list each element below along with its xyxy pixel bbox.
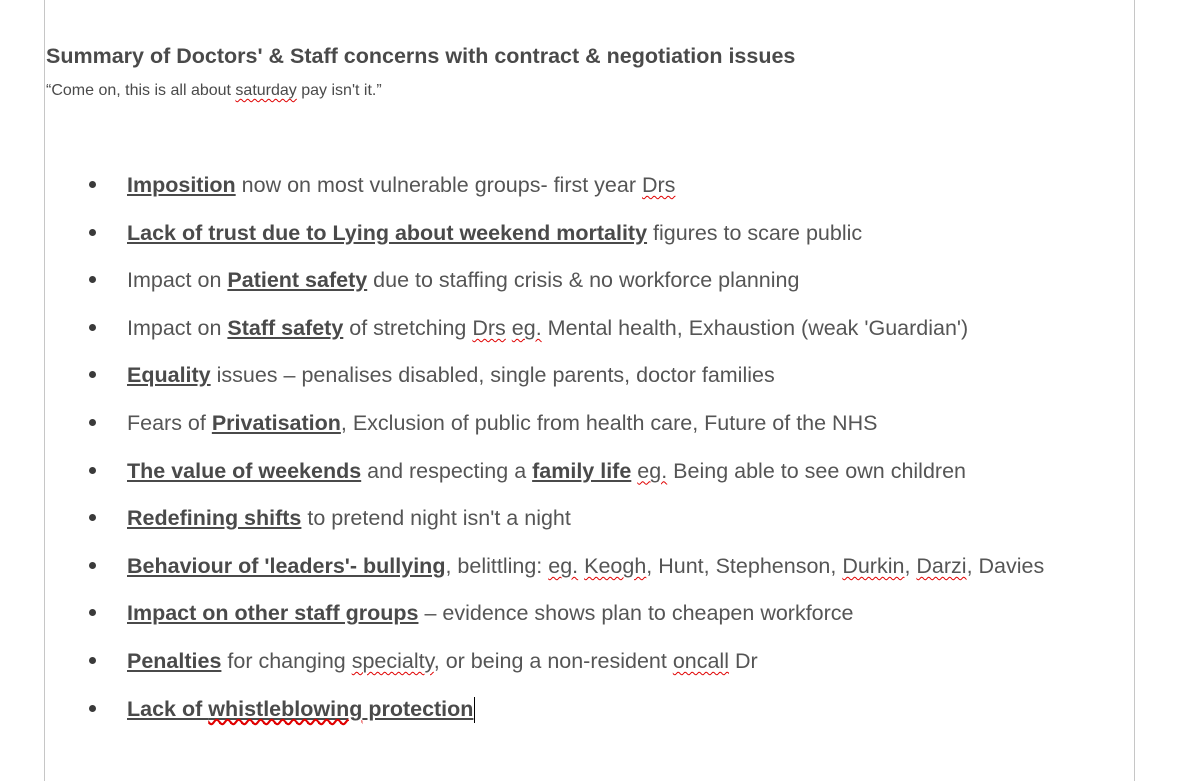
emphasis-text: Behaviour of 'leaders'- bullying (127, 553, 446, 578)
body-text: , Davies (966, 553, 1045, 578)
body-text: , (904, 553, 917, 578)
emphasis-text: Penalties (127, 648, 222, 673)
misspelled-word[interactable]: specialty (351, 648, 434, 673)
bullet-icon (89, 609, 96, 616)
bullet-text (127, 646, 758, 676)
emphasis-text: Imposition (127, 173, 236, 197)
emphasis-text: The value of weekends (127, 458, 362, 483)
bullet-text (127, 218, 862, 248)
subtitle-text: pay isn't it.” (296, 82, 382, 99)
body-text: Fears of (127, 410, 212, 435)
misspelled-word[interactable]: Drs (641, 173, 676, 197)
bullet-icon (89, 514, 96, 521)
bullet-icon (89, 562, 96, 569)
body-text: issues – penalises disabled, single parents, doctor families (210, 363, 775, 388)
text-cursor (474, 697, 475, 723)
bullet-text (127, 360, 775, 390)
bullet-icon (89, 419, 96, 426)
misspelled-word[interactable]: eg. (637, 458, 668, 483)
misspelled-word[interactable]: whistleblowing (208, 696, 363, 721)
body-text: due to staffing crisis & no workforce planning (367, 268, 800, 293)
body-text: of stretching (343, 315, 473, 340)
bullet-icon (89, 324, 96, 331)
bullet-icon (89, 229, 96, 236)
misspelled-word[interactable]: Drs (472, 315, 506, 340)
body-text: figures to scare public (647, 220, 863, 245)
body-text: Mental health, Exhaustion (weak 'Guardian') (541, 315, 969, 340)
subtitle-text: “Come on, this is all about (46, 82, 236, 99)
misspelled-word[interactable]: saturday (235, 82, 297, 99)
bullet-text (127, 170, 675, 200)
body-text: for changing (221, 648, 352, 673)
bullet-icon (89, 276, 96, 283)
body-text: Being able to see own children (667, 458, 966, 483)
emphasis-text: Privatisation (211, 410, 341, 435)
page-title: Summary of Doctors' & Staff concerns with contract & negotiation issues (46, 44, 796, 68)
emphasis-text: Patient safety (227, 268, 368, 293)
emphasis-text (127, 697, 473, 721)
bullet-text (127, 313, 968, 343)
body-text: Dr (729, 648, 758, 673)
body-text: , Exclusion of public from health care, Future of the NHS (340, 410, 878, 435)
misspelled-word[interactable]: eg. (548, 553, 579, 578)
body-text: – evidence shows plan to cheapen workforce (418, 601, 854, 626)
emphasis-text: Equality (127, 363, 211, 388)
bullet-text (127, 503, 571, 533)
emphasis-text: family life (532, 458, 632, 483)
body-text: and respecting a (361, 458, 533, 483)
bullet-icon (89, 705, 96, 712)
body-text: , Hunt, Stephenson, (646, 553, 843, 578)
body-text: Impact on (127, 315, 228, 340)
bullet-text (127, 694, 475, 724)
bullet-icon (89, 657, 96, 664)
emphasis-text: Redefining shifts (127, 506, 302, 531)
emphasis-text: Lack of trust due to Lying about weekend mortality (127, 220, 648, 245)
misspelled-word[interactable]: Keogh (584, 553, 647, 578)
misspelled-word[interactable]: eg. (511, 315, 542, 340)
emphasis-text-part: protection (362, 696, 474, 721)
bullet-icon (89, 371, 96, 378)
misspelled-word[interactable]: oncall (672, 648, 729, 673)
emphasis-text: Impact on other staff groups (127, 601, 419, 626)
emphasis-text-part: Lack of (127, 696, 209, 721)
bullet-text (127, 265, 799, 295)
body-text: now on most vulnerable groups- first year (235, 173, 642, 197)
body-text: to pretend night isn't a night (301, 506, 571, 531)
document-page[interactable] (44, 0, 1135, 781)
bullet-text (127, 598, 854, 628)
bullet-text (127, 456, 966, 486)
body-text: , belittling: (445, 553, 549, 578)
bullet-icon (89, 181, 96, 188)
bullet-text (127, 408, 877, 438)
misspelled-word[interactable]: Darzi (916, 553, 967, 578)
body-text: , or being a non-resident (433, 648, 673, 673)
page-subtitle-quote (46, 82, 382, 100)
emphasis-text: Staff safety (227, 315, 344, 340)
bullet-text (127, 551, 1044, 581)
body-text: Impact on (127, 268, 228, 293)
bullet-icon (89, 467, 96, 474)
misspelled-word[interactable]: Durkin (842, 553, 905, 578)
